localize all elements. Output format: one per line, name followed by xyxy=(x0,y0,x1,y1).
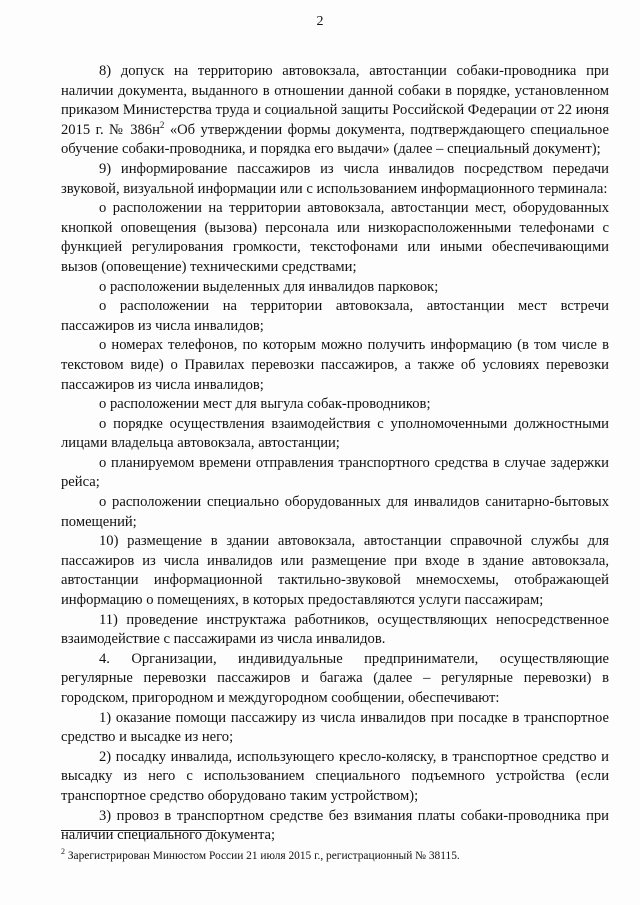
paragraph: о номерах телефонов, по которым можно получить информацию (в том числе в текстовом виде) о Правилах перевозки пассажиров, а также об условиях перевозки пассажиров из числа инвалидов; xyxy=(61,337,609,393)
paragraph: о расположении на территории автовокзала, автостанции мест, оборудованных кнопкой оповещения (вызова) персонала или низкорасположенными телефонами с функцией регулирования громкости, текстофонами или иными обеспечивающими вызов (оповещение) техническими средствами; xyxy=(61,200,609,275)
paragraph-item-10: 10) размещение в здании автовокзала, автостанции справочной службы для пассажиров из числа инвалидов или размещение при входе в здание автовокзала, автостанции информационной тактильно-звуковой мнемосхемы, отображающей информацию о помещениях, в которых предоставляются услуги пассажирам; xyxy=(61,533,609,609)
footnote-reference[interactable]: 2 xyxy=(159,119,165,130)
paragraph: о порядке осуществления взаимодействия с уполномоченными должностными лицами владельца автовокзала, автостанции; xyxy=(61,415,609,452)
paragraph-item-8 xyxy=(61,62,609,160)
paragraph-item-3: 3) провоз в транспортном средстве без взимания платы собаки-проводника при наличии специального документа; xyxy=(61,807,609,844)
page-number: 2 xyxy=(316,14,324,29)
paragraph: о расположении мест для выгула собак-проводников; xyxy=(99,396,431,413)
paragraph: о планируемом времени отправления транспортного средства в случае задержки рейса; xyxy=(61,454,609,491)
paragraph-item-1: 1) оказание помощи пассажиру из числа инвалидов при посадке в транспортное средство и высадке из него; xyxy=(61,709,609,746)
paragraph: о расположении специально оборудованных для инвалидов санитарно-бытовых помещений; xyxy=(61,494,609,530)
document-body xyxy=(61,62,609,846)
paragraph-item-11: 11) проведение инструктажа работников, осуществляющих непосредственное взаимодействие с пассажирами из числа инвалидов. xyxy=(61,611,609,648)
paragraph-section-4: 4. Организации, индивидуальные предприниматели, осуществляющие регулярные перевозки пассажиров и багажа (далее – регулярные перевозки) в городском, пригородном и междугородном сообщении, обеспечивают: xyxy=(61,650,609,706)
paragraph-text: 8) допуск на территорию автовокзала, автостанции собаки-проводника при наличии документа, выданного в отношении данной собаки в порядке, установленном приказом Министерства труда и социальной защиты Российской Федерации от 22 июня 2015 г. № 386н xyxy=(61,63,609,138)
paragraph-item-9: 9) информирование пассажиров из числа инвалидов посредством передачи звуковой, визуальной информации или с использованием информационного терминала: xyxy=(61,160,609,197)
footnote xyxy=(61,845,621,863)
paragraph-item-2: 2) посадку инвалида, использующего кресло-коляску, в транспортное средство и высадку из него с использованием специального подъемного устройства (если транспортное средство оборудовано таким устройством); xyxy=(61,748,609,804)
footnote-marker: 2 xyxy=(61,847,65,856)
footnote-text: Зарегистрирован Минюстом России 21 июля 2015 г., регистрационный № 38115. xyxy=(65,849,460,862)
paragraph: о расположении выделенных для инвалидов парковок; xyxy=(99,278,439,295)
footnote-divider xyxy=(61,830,216,831)
paragraph-text-tail: «Об утверждении формы документа, подтверждающего специальное обучение собаки-проводника, и порядка его выдачи» (далее – специальный документ); xyxy=(61,121,609,158)
paragraph: о расположении на территории автовокзала, автостанции мест встречи пассажиров из числа инвалидов; xyxy=(61,298,609,334)
